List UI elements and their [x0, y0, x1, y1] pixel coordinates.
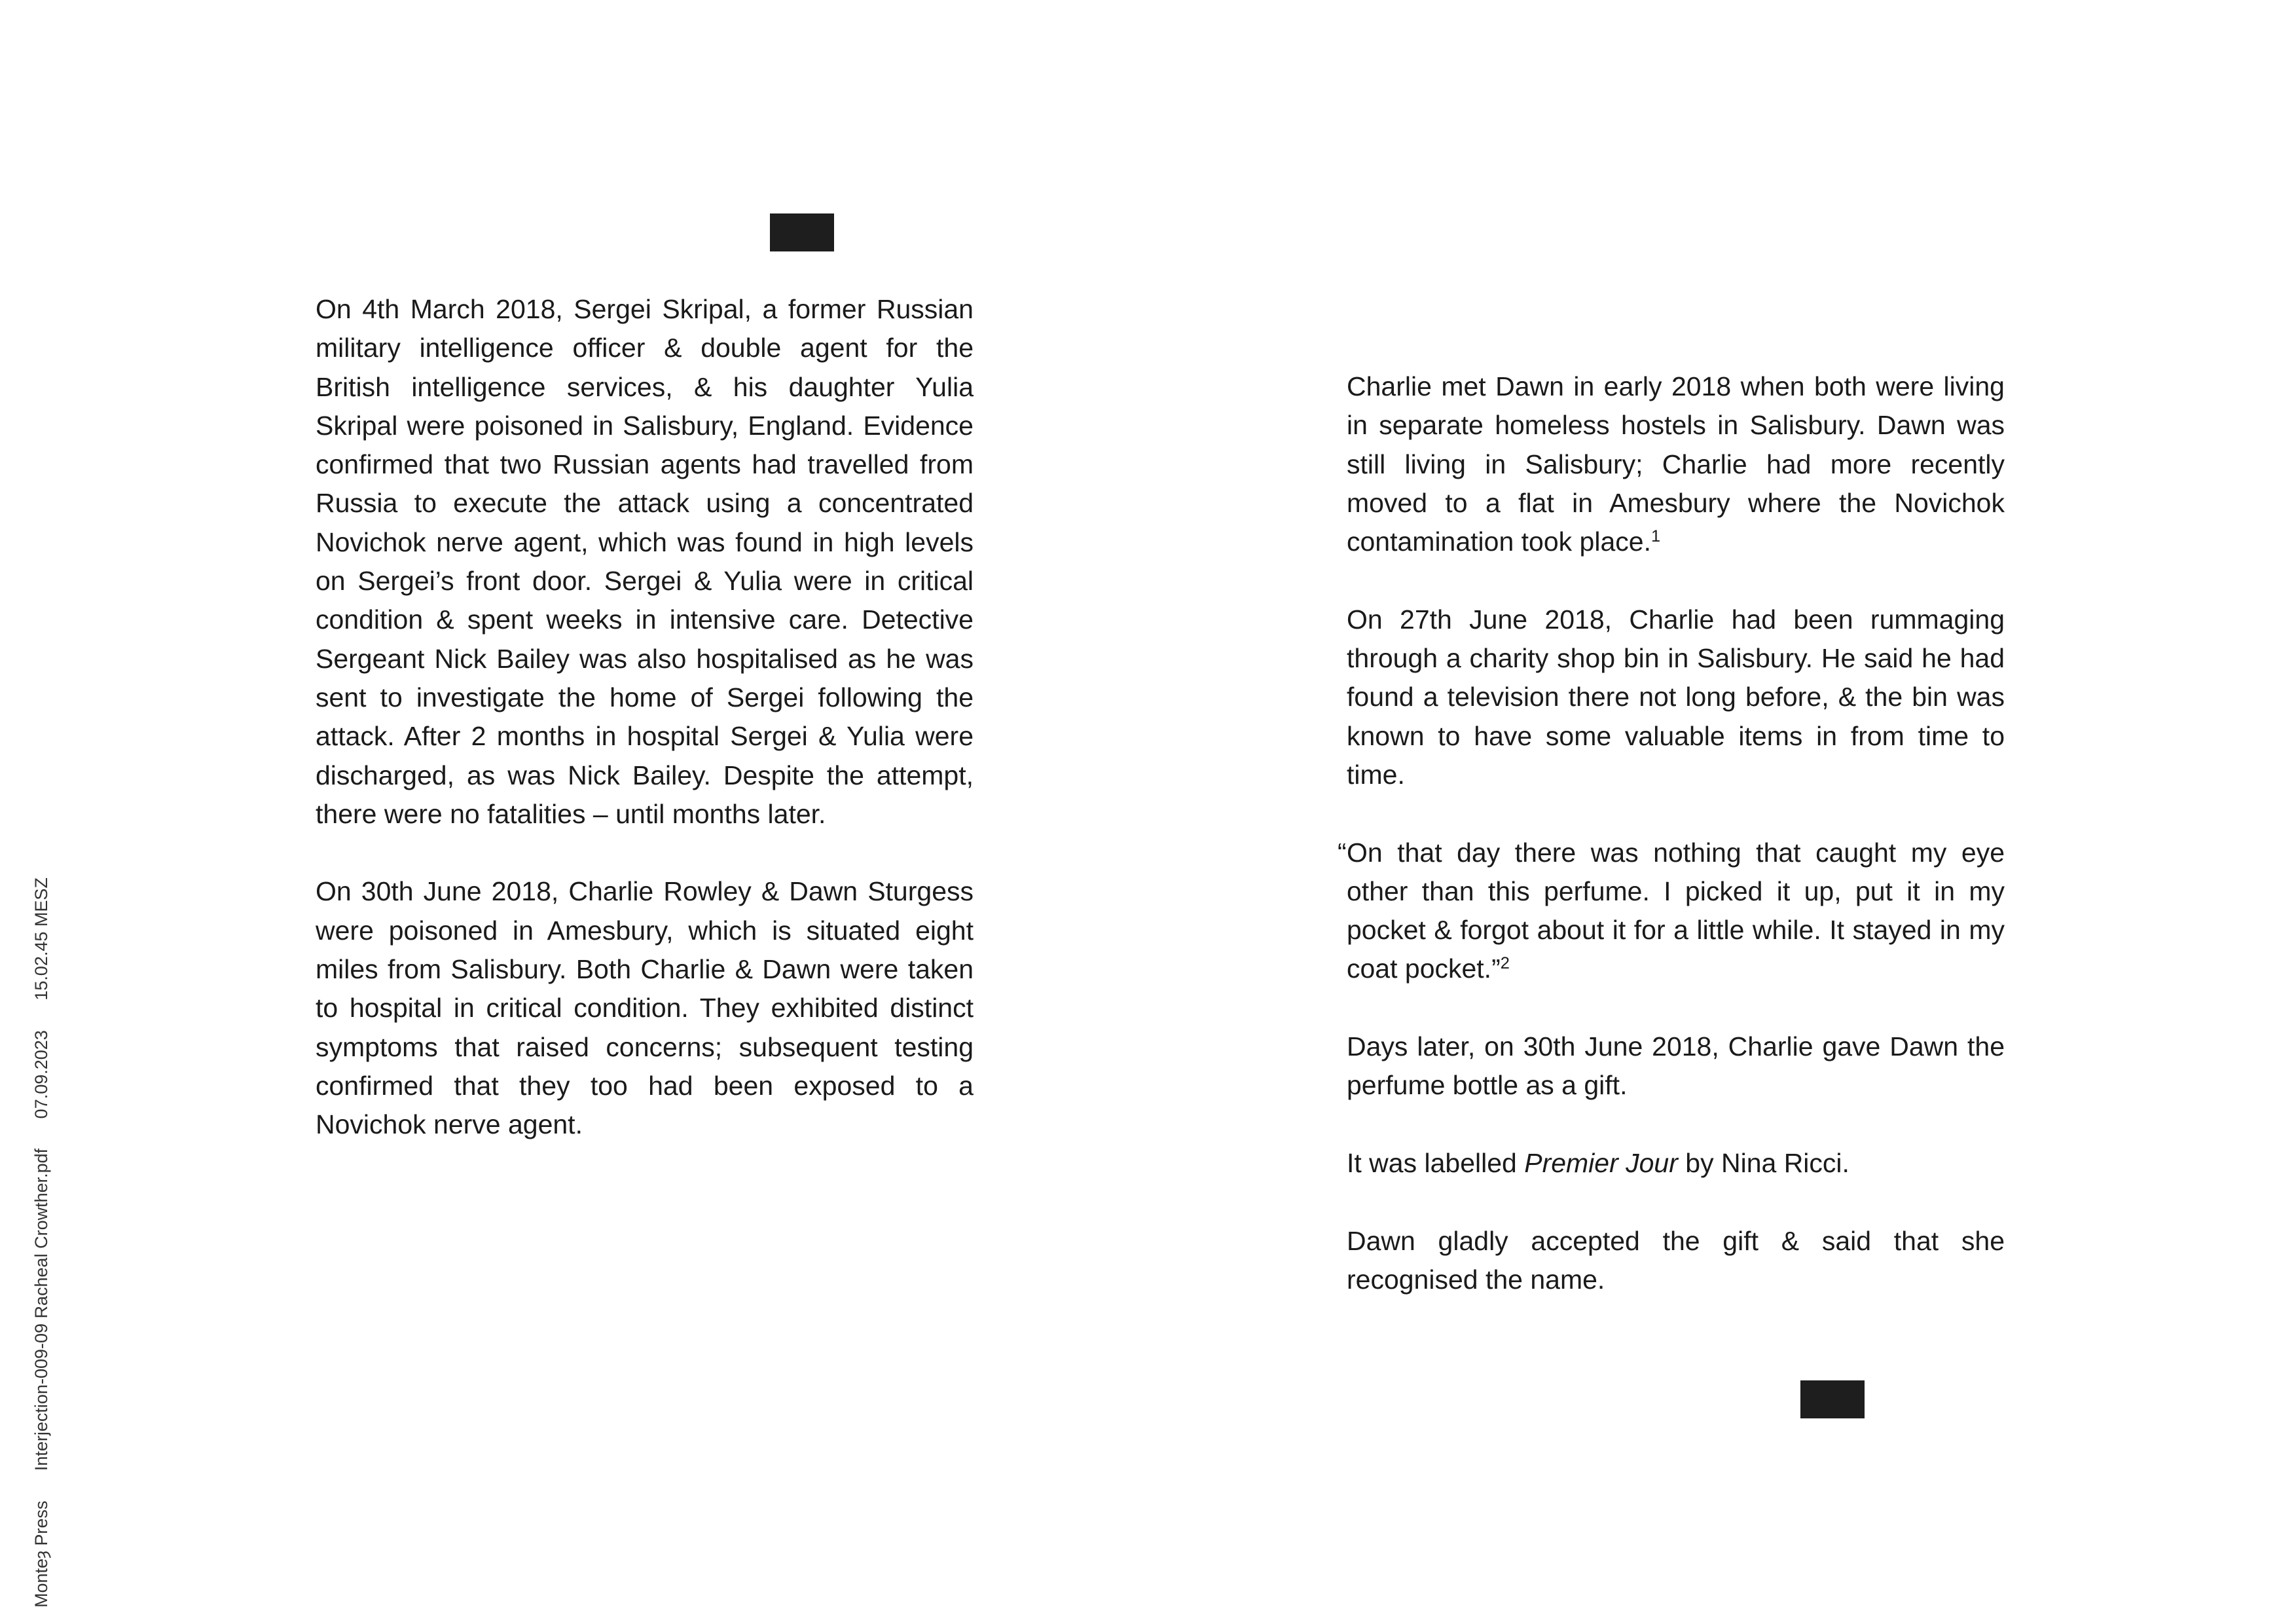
page-marker-bottom: [1800, 1380, 1865, 1418]
label-text-before: It was labelled: [1347, 1147, 1525, 1178]
footnote-ref-2: 2: [1500, 954, 1510, 973]
paragraph-charlie-met-dawn: [1347, 367, 2005, 561]
slug-publisher: Monteȝ Press: [31, 1500, 51, 1608]
paragraph-perfume-gift: Days later, on 30th June 2018, Charlie gave Dawn the perfume bottle as a gift.: [1347, 1031, 2005, 1101]
paragraph-text: Charlie met Dawn in early 2018 when both were living in separate homeless hostels in Salisbury. Dawn was still living in Salisbury; Charlie had more recently moved to a flat in Amesbury where the Novichok contamination took place.: [1347, 371, 2005, 557]
slug-filename: Interjection-009-09 Racheal Crowther.pdf: [31, 1148, 51, 1471]
right-text-column: [1338, 367, 2005, 1338]
paragraph-skripal-poisoning: On 4th March 2018, Sergei Skripal, a former Russian military intelligence officer & double agent for the British intelligence services, & his daughter Yulia Skripal were poisoned in Salisbury, England. Evidence confirmed that two Russian agents had travelled from Russia to execute the attack using a concentrated Novichok nerve agent, which was found in high levels on Sergei’s front door. Sergei & Yulia were in critical condition & spent weeks in intensive care. Detective Sergeant Nick Bailey was also hospitalised as he was sent to investigate the home of Sergei following the attack. After 2 months in hospital Sergei & Yulia were discharged, as was Nick Bailey. Despite the attempt, there were no fatalities – until months later.: [316, 294, 974, 829]
paragraph-amesbury-poisoning: On 30th June 2018, Charlie Rowley & Dawn Sturgess were poisoned in Amesbury, which is situated eight miles from Salisbury. Both Charlie & Dawn were taken to hospital in critical condition. They exhibited distinct symptoms that raised concerns; subsequent testing confirmed that they too had been exposed to a Novichok nerve agent.: [316, 876, 974, 1140]
slug-date: 07.09.2023: [31, 1030, 51, 1119]
left-text-column: [316, 290, 974, 1183]
footnote-ref-1: 1: [1650, 527, 1661, 546]
label-text-after: by Nina Ricci.: [1677, 1147, 1850, 1178]
quote-text: On that day there was nothing that caught my eye other than this perfume. I picked it up, put it in my pocket & forgot about it for a little while. It stayed in my coat pocket.”: [1347, 837, 2005, 984]
paragraph-dawn-accepted: Dawn gladly accepted the gift & said that she recognised the name.: [1347, 1225, 2005, 1295]
print-slug: [31, 853, 52, 1608]
opening-quote-mark: “: [1338, 837, 1347, 868]
slug-time: 15.02.45 MESZ: [31, 877, 51, 1001]
quote-perfume: [1338, 834, 2005, 989]
page-marker-top: [770, 213, 834, 251]
paragraph-perfume-label: [1347, 1144, 2005, 1183]
perfume-title: Premier Jour: [1524, 1147, 1678, 1178]
paragraph-charity-bin: On 27th June 2018, Charlie had been rummaging through a charity shop bin in Salisbury. He said he had found a television there not long before, & the bin was known to have some valuable items in from time to time.: [1347, 604, 2005, 790]
